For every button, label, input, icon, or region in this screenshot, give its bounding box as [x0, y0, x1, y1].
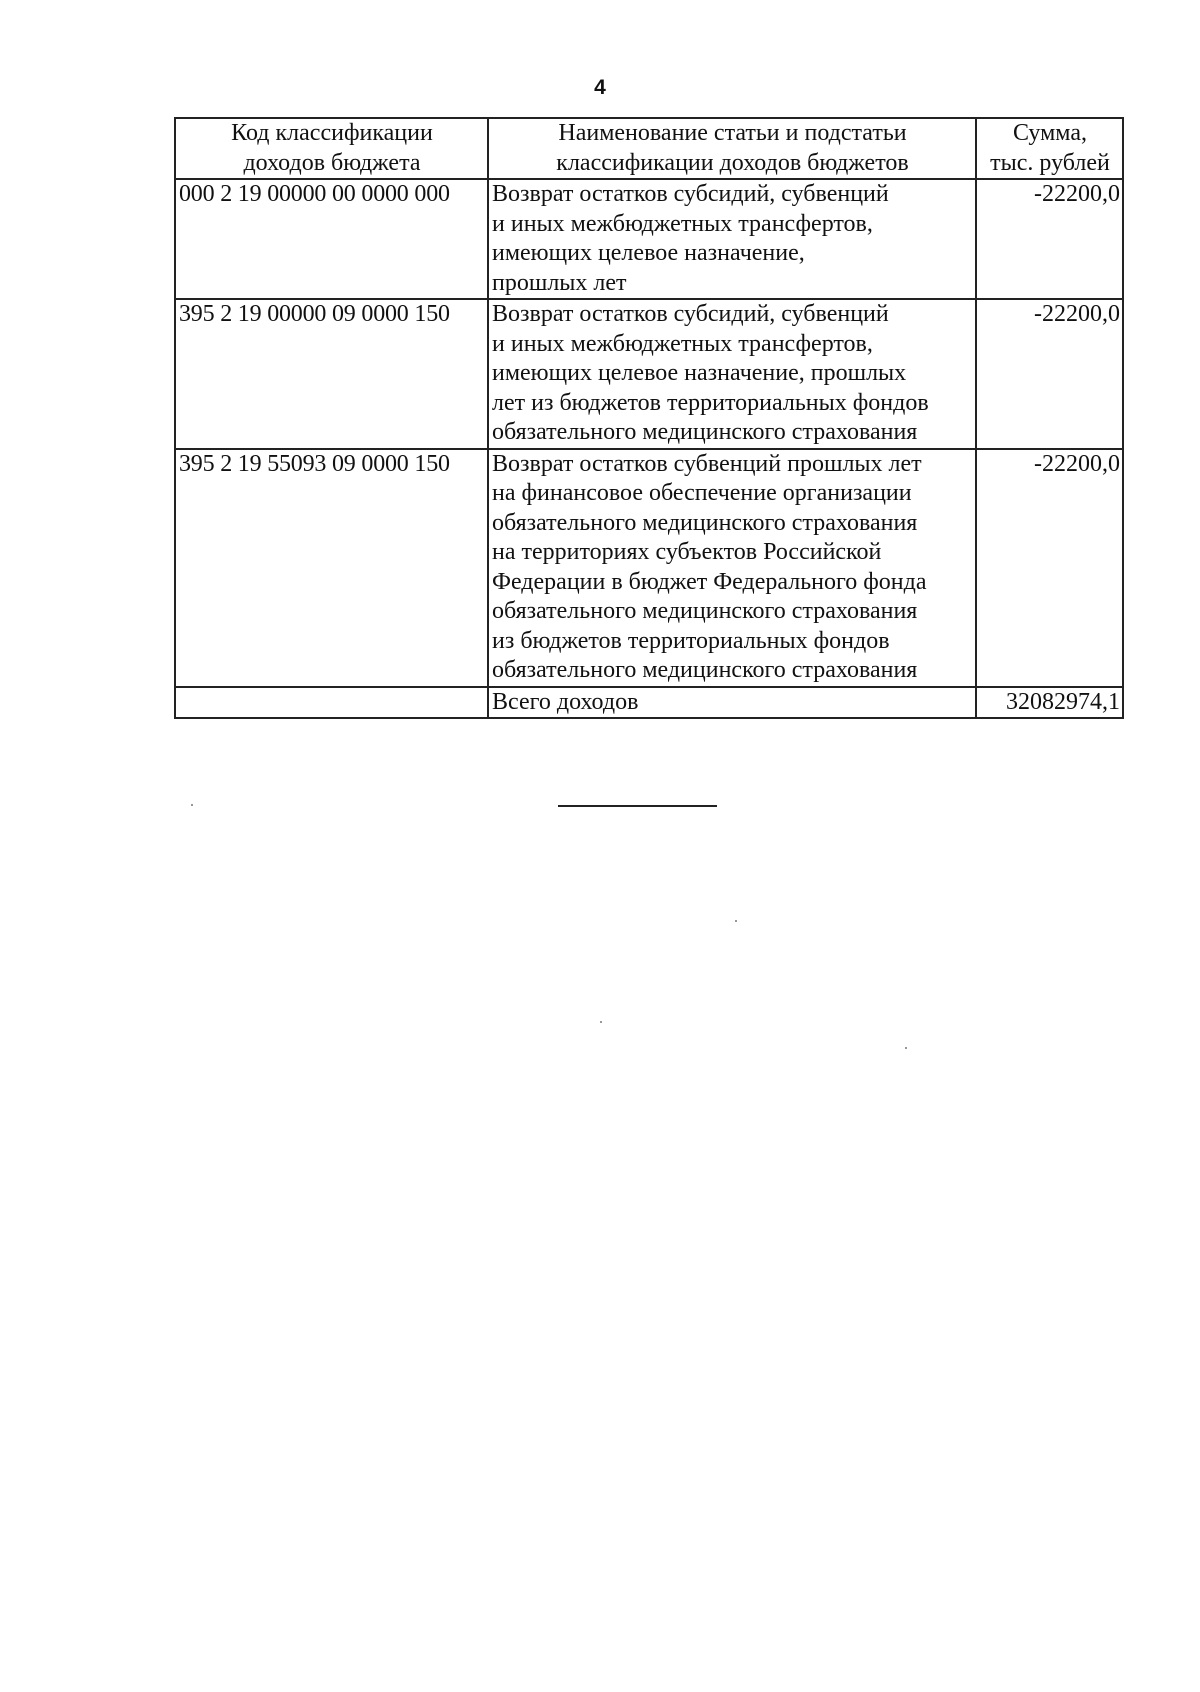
classification-code: 395 2 19 55093 09 0000 150: [175, 449, 488, 687]
header-sum: [976, 118, 1123, 179]
item-name: [488, 179, 976, 299]
amount: -22200,0: [976, 299, 1123, 449]
header-sum-line: Сумма,: [1013, 120, 1087, 146]
header-code-line: Код классификации: [231, 120, 433, 146]
total-label: Всего доходов: [488, 687, 976, 719]
table-header-row: [175, 118, 1123, 179]
table-row: [175, 299, 1123, 449]
item-name-line: Возврат остатков субсидий, субвенций: [492, 181, 889, 207]
item-name-line: обязательного медицинского страхования: [492, 657, 918, 683]
item-name-line: Возврат остатков субсидий, субвенций: [492, 301, 889, 327]
item-name-line: на финансовое обеспечение организации: [492, 480, 912, 506]
item-name-line: обязательного медицинского страхования: [492, 419, 918, 445]
amount: -22200,0: [976, 179, 1123, 299]
item-name-line: лет из бюджетов территориальных фондов: [492, 389, 929, 416]
item-name-line: обязательного медицинского страхования: [492, 509, 918, 536]
table-row: [175, 179, 1123, 299]
header-name-line: классификации доходов бюджетов: [556, 149, 909, 176]
scan-speck: [191, 804, 193, 806]
page-number: 4: [594, 76, 606, 99]
item-name-line: на территориях субъектов Российской: [492, 539, 882, 565]
total-amount: 32082974,1: [976, 687, 1123, 719]
scan-speck: [735, 920, 737, 922]
header-name-line: Наименование статьи и подстатьи: [558, 120, 907, 146]
total-row: [175, 687, 1123, 719]
total-code: [175, 687, 488, 719]
header-code-line: доходов бюджета: [243, 149, 421, 176]
amount: -22200,0: [976, 449, 1123, 687]
item-name-line: из бюджетов территориальных фондов: [492, 627, 890, 654]
item-name: [488, 299, 976, 449]
item-name-line: имеющих целевое назначение, прошлых: [492, 360, 907, 386]
table-row: [175, 449, 1123, 687]
item-name-line: прошлых лет: [492, 269, 627, 296]
item-name-line: и иных межбюджетных трансфертов,: [492, 330, 873, 357]
item-name-line: Возврат остатков субвенций прошлых лет: [492, 450, 922, 477]
header-code: [175, 118, 488, 179]
item-name-line: имеющих целевое назначение,: [492, 240, 805, 266]
header-name: [488, 118, 976, 179]
item-name-line: Федерации в бюджет Федерального фонда: [492, 568, 927, 595]
item-name-line: и иных межбюджетных трансфертов,: [492, 210, 873, 237]
revenue-table: [174, 117, 1124, 719]
scan-speck: [600, 1021, 602, 1023]
item-name: [488, 449, 976, 687]
scan-speck: [905, 1047, 907, 1049]
classification-code: 395 2 19 00000 09 0000 150: [175, 299, 488, 449]
end-divider: [558, 805, 717, 807]
classification-code: 000 2 19 00000 00 0000 000: [175, 179, 488, 299]
item-name-line: обязательного медицинского страхования: [492, 598, 918, 624]
header-sum-line: тыс. рублей: [990, 149, 1110, 176]
